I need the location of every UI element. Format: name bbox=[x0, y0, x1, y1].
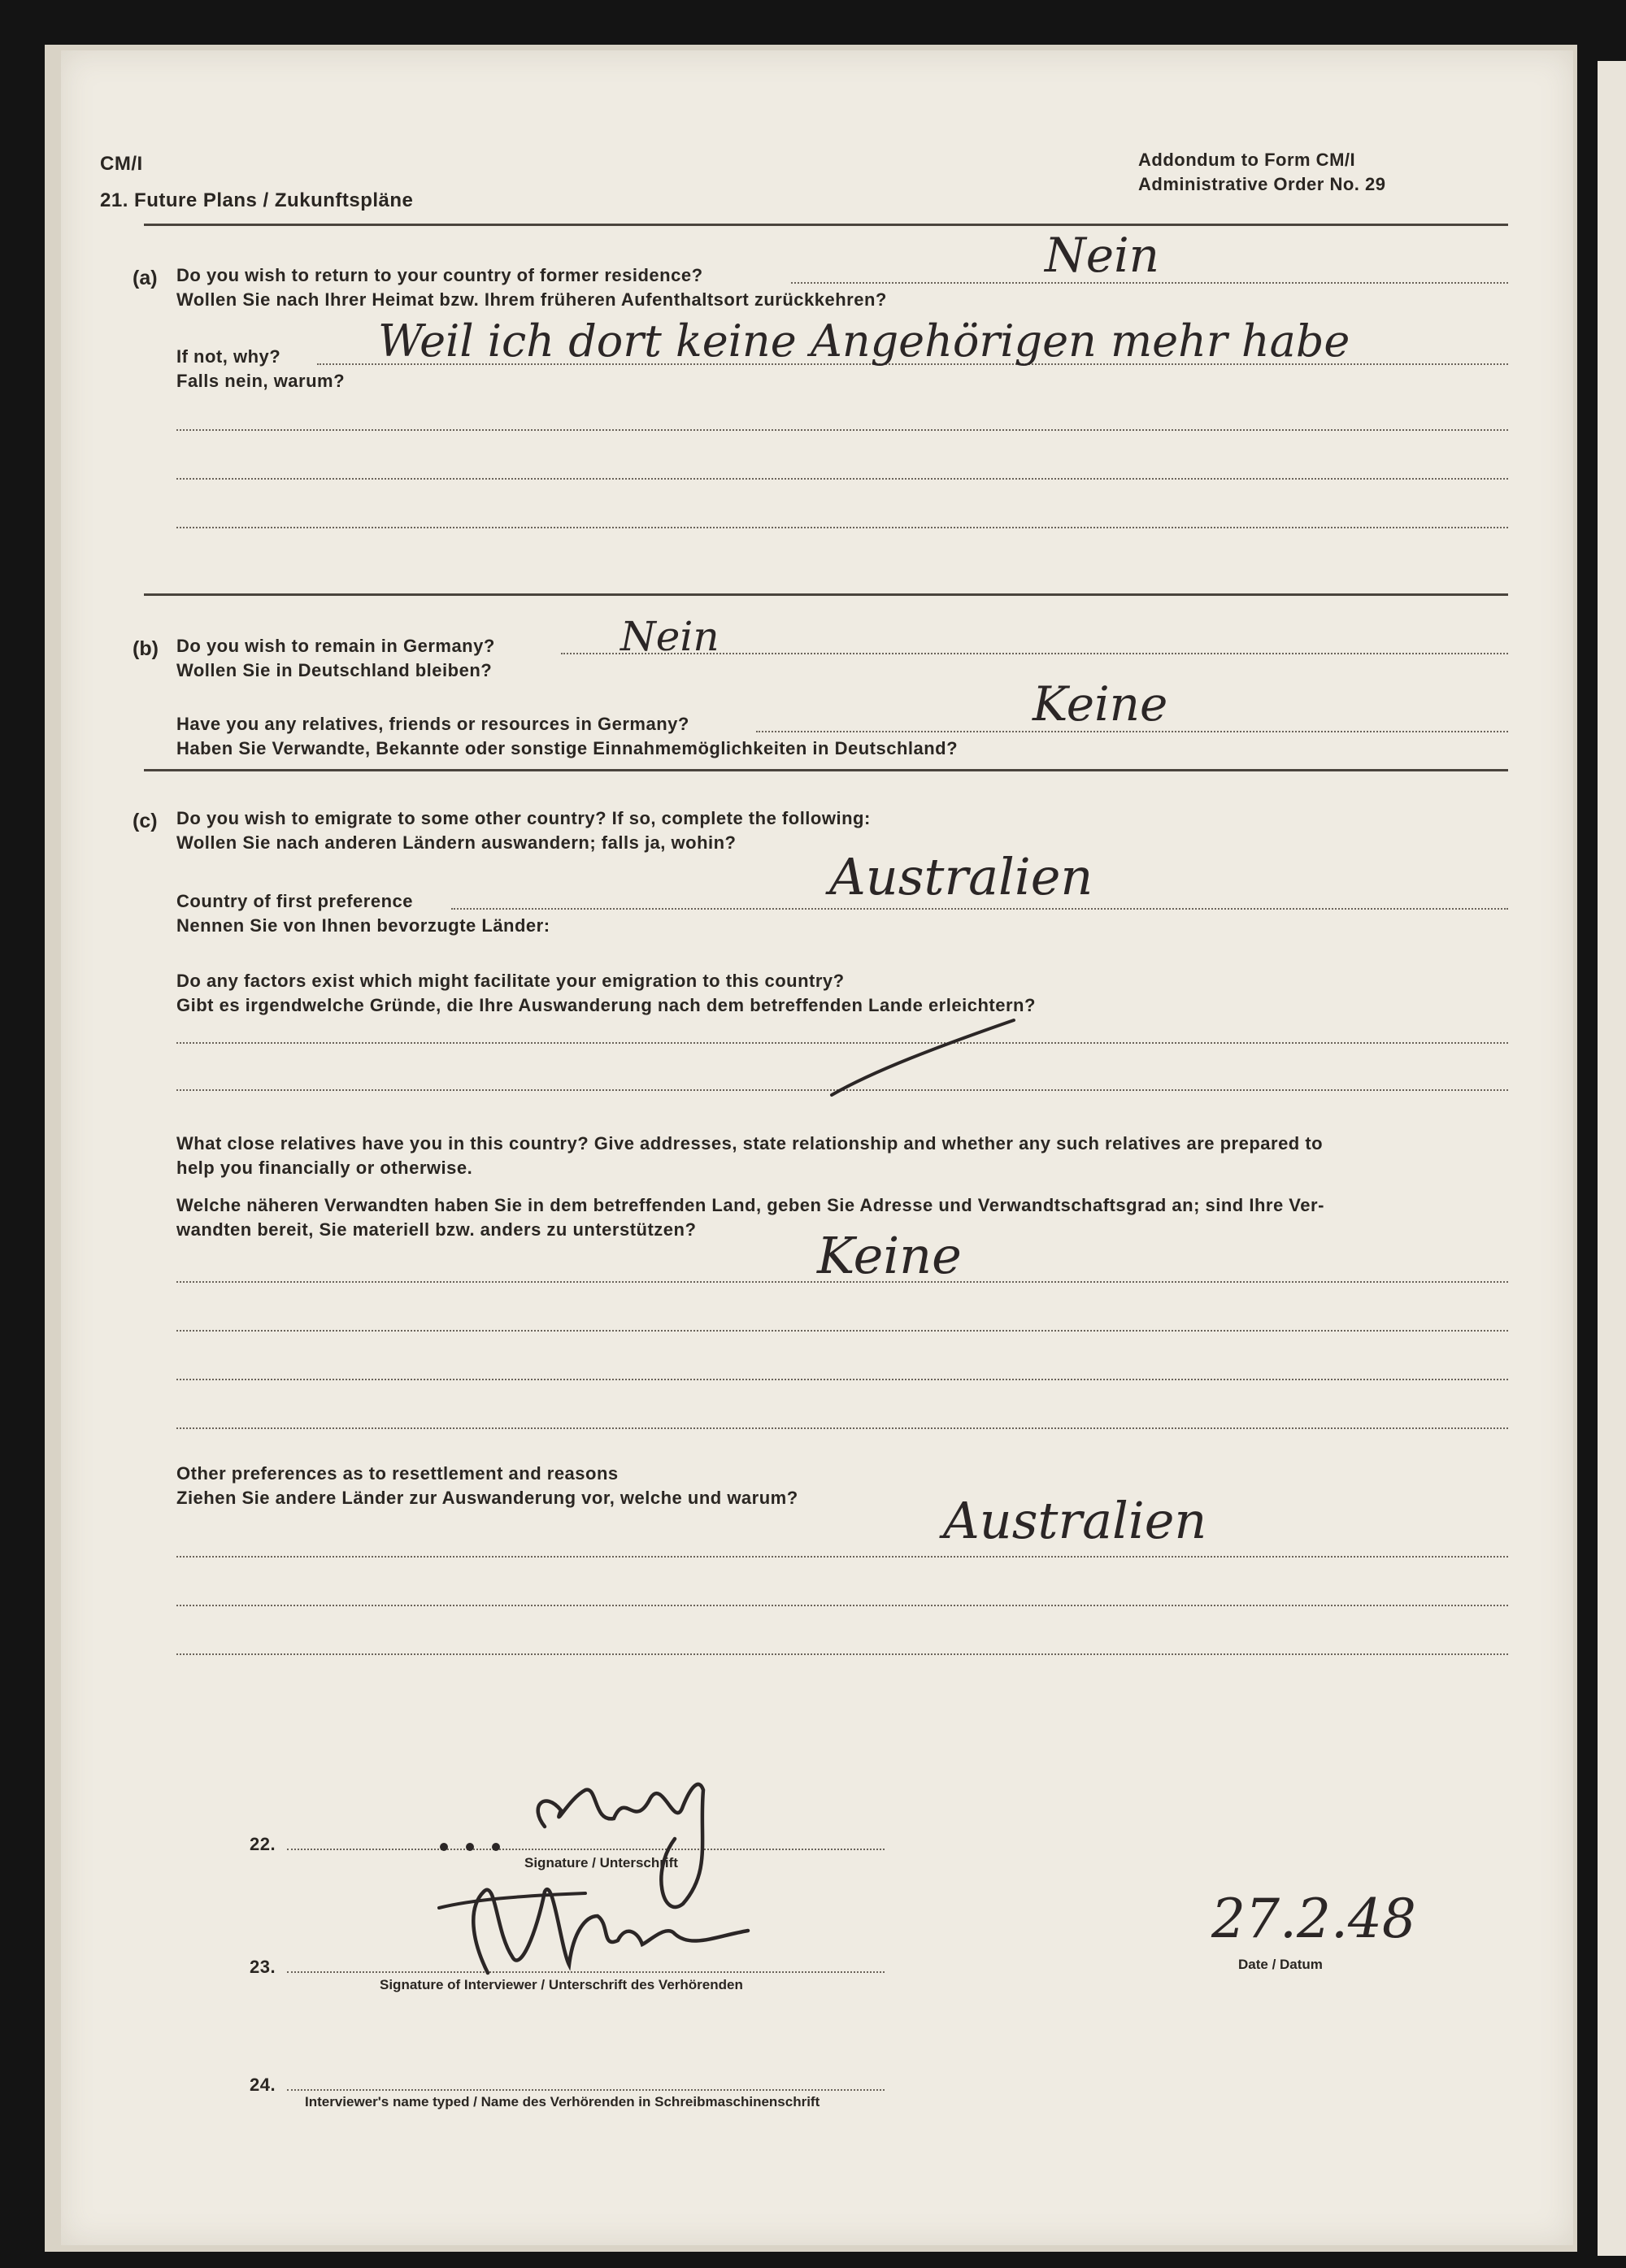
next-page-edge bbox=[1598, 61, 1626, 2256]
caption-24: Interviewer's name typed / Name des Verhörenden in Schreibmaschinenschrift bbox=[305, 2094, 820, 2109]
q-c4-en-2: help you financially or otherwise. bbox=[176, 1158, 473, 1178]
q-a1-de: Wollen Sie nach Ihrer Heimat bzw. Ihrem früheren Aufenthaltsort zurückkehren? bbox=[176, 289, 887, 310]
typed-name-line bbox=[287, 2089, 885, 2091]
q-c1-de: Wollen Sie nach anderen Ländern auswandern; falls ja, wohin? bbox=[176, 832, 737, 853]
q-c2-en: Country of first preference bbox=[176, 891, 413, 911]
blank-line bbox=[176, 478, 1508, 480]
q-a1-en: Do you wish to return to your country of former residence? bbox=[176, 265, 703, 285]
caption-23: Signature of Interviewer / Unterschrift des Verhörenden bbox=[380, 1977, 743, 1992]
addendum-line1: Addondum to Form CM/I bbox=[1138, 150, 1356, 170]
answer-b1: Nein bbox=[620, 613, 720, 660]
q-c2-de: Nennen Sie von Ihnen bevorzugte Länder: bbox=[176, 915, 550, 936]
q-c5-de: Ziehen Sie andere Länder zur Auswanderung vor, welche und warum? bbox=[176, 1488, 798, 1508]
blank-line bbox=[176, 1330, 1508, 1332]
marker-b: (b) bbox=[133, 637, 159, 660]
form-code: CM/I bbox=[100, 153, 143, 175]
blank-line bbox=[176, 527, 1508, 528]
answer-b2: Keine bbox=[1033, 676, 1168, 732]
interviewer-signature bbox=[423, 1859, 878, 1989]
answer-a2: Weil ich dort keine Angehörigen mehr habe bbox=[378, 315, 1350, 367]
blank-line bbox=[176, 1653, 1508, 1655]
section-rule bbox=[144, 769, 1508, 771]
blank-line bbox=[176, 1556, 1508, 1558]
answer-c2: Australien bbox=[829, 847, 1093, 906]
q-c3-en: Do any factors exist which might facilitate your emigration to this country? bbox=[176, 971, 845, 991]
blank-line bbox=[176, 1605, 1508, 1606]
q-c4-de-1: Welche näheren Verwandten haben Sie in dem betreffenden Land, geben Sie Adresse und Verwandtschaftsgrad an; sind Ihre Ver- bbox=[176, 1195, 1324, 1215]
section-rule bbox=[144, 593, 1508, 596]
item-22: 22. bbox=[250, 1834, 276, 1854]
item-23: 23. bbox=[250, 1957, 276, 1977]
q-b2-en: Have you any relatives, friends or resources in Germany? bbox=[176, 714, 689, 734]
q-a2-de: Falls nein, warum? bbox=[176, 371, 346, 391]
blank-line bbox=[176, 1379, 1508, 1380]
form-page bbox=[61, 50, 1573, 2245]
blank-line bbox=[176, 429, 1508, 431]
answer-a1: Nein bbox=[1045, 228, 1159, 283]
caption-22: Signature / Unterschrift bbox=[524, 1855, 678, 1870]
q-c4-en-1: What close relatives have you in this country? Give addresses, state relationship and whether any such relatives are prepared to bbox=[176, 1133, 1324, 1154]
answer-c5: Australien bbox=[943, 1491, 1207, 1550]
q-c3-de: Gibt es irgendwelche Gründe, die Ihre Auswanderung nach dem betreffenden Lande erleichtern? bbox=[176, 995, 1036, 1015]
date-caption: Date / Datum bbox=[1238, 1957, 1323, 1972]
item-24: 24. bbox=[250, 2075, 276, 2095]
q-b1-de: Wollen Sie in Deutschland bleiben? bbox=[176, 660, 493, 680]
answer-c4: Keine bbox=[817, 1226, 962, 1285]
marker-c: (c) bbox=[133, 810, 158, 832]
q-c4-de-2: wandten bereit, Sie materiell bzw. anders zu unterstützen? bbox=[176, 1219, 697, 1240]
dash-mark bbox=[825, 1014, 1020, 1103]
blank-line bbox=[176, 1281, 1508, 1283]
section-title: 21. Future Plans / Zukunftspläne bbox=[100, 189, 414, 211]
addendum-line2: Administrative Order No. 29 bbox=[1138, 174, 1386, 194]
q-b2-de: Haben Sie Verwandte, Bekannte oder sonstige Einnahmemöglichkeiten in Deutschland? bbox=[176, 738, 959, 758]
q-a2-en: If not, why? bbox=[176, 346, 281, 367]
q-c5-en: Other preferences as to resettlement and reasons bbox=[176, 1463, 619, 1484]
header-rule bbox=[144, 224, 1508, 226]
marker-a: (a) bbox=[133, 267, 158, 289]
answer-line bbox=[451, 908, 1508, 910]
blank-line bbox=[176, 1427, 1508, 1429]
q-c1-en: Do you wish to emigrate to some other country? If so, complete the following: bbox=[176, 808, 871, 828]
q-b1-en: Do you wish to remain in Germany? bbox=[176, 636, 495, 656]
date-value: 27.2.48 bbox=[1211, 1888, 1416, 1950]
